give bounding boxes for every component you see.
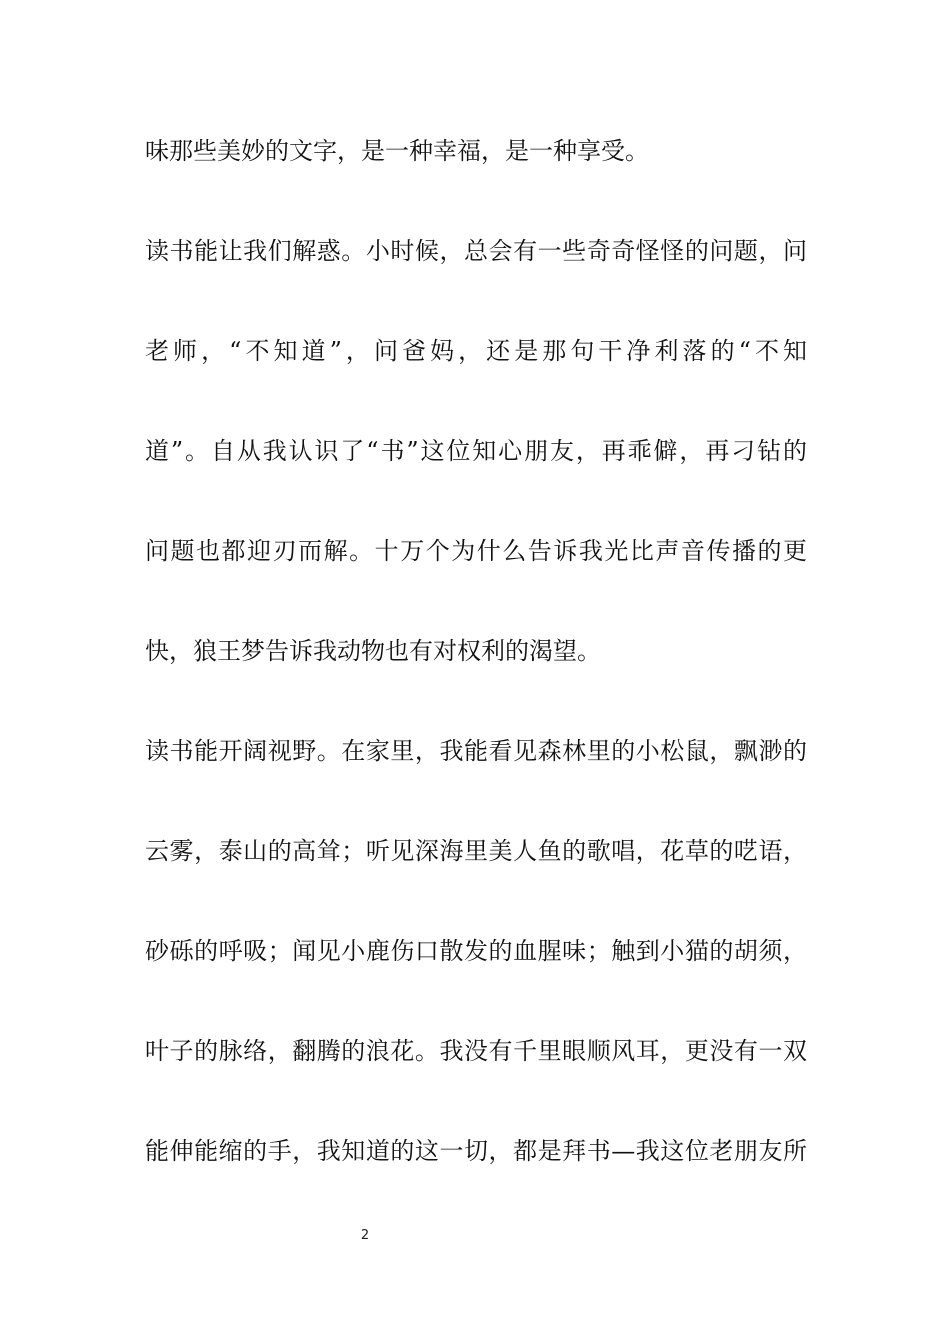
- text-line: 味那些美妙的文字，是一种幸福，是一种享受。: [145, 137, 649, 165]
- text-line: 砂砾的呼吸；闻见小鹿伤口散发的血腥味；触到小猫的胡须，: [145, 937, 807, 965]
- text-line: 问题也都迎刃而解。十万个为什么告诉我光比声音传播的更: [145, 537, 807, 565]
- text-line: 读书能让我们解惑。小时候，总会有一些奇奇怪怪的问题，问: [145, 237, 807, 265]
- text-line: 读书能开阔视野。在家里，我能看见森林里的小松鼠，飘渺的: [145, 737, 807, 765]
- text-line: 快，狼王梦告诉我动物也有对权利的渴望。: [145, 637, 601, 665]
- text-line: 道”。自从我认识了“书”这位知心朋友，再乖僻，再刁钻的: [145, 437, 807, 465]
- text-line: 老师，“不知道”，问爸妈，还是那句干净利落的“不知: [145, 337, 807, 365]
- text-line: 叶子的脉络，翻腾的浪花。我没有千里眼顺风耳，更没有一双: [145, 1037, 807, 1065]
- text-line: 能伸能缩的手，我知道的这一切，都是拜书—我这位老朋友所: [145, 1137, 807, 1165]
- text-line: 云雾，泰山的高耸；听见深海里美人鱼的歌唱，花草的呓语，: [145, 837, 807, 865]
- page-number: 2: [360, 1228, 370, 1243]
